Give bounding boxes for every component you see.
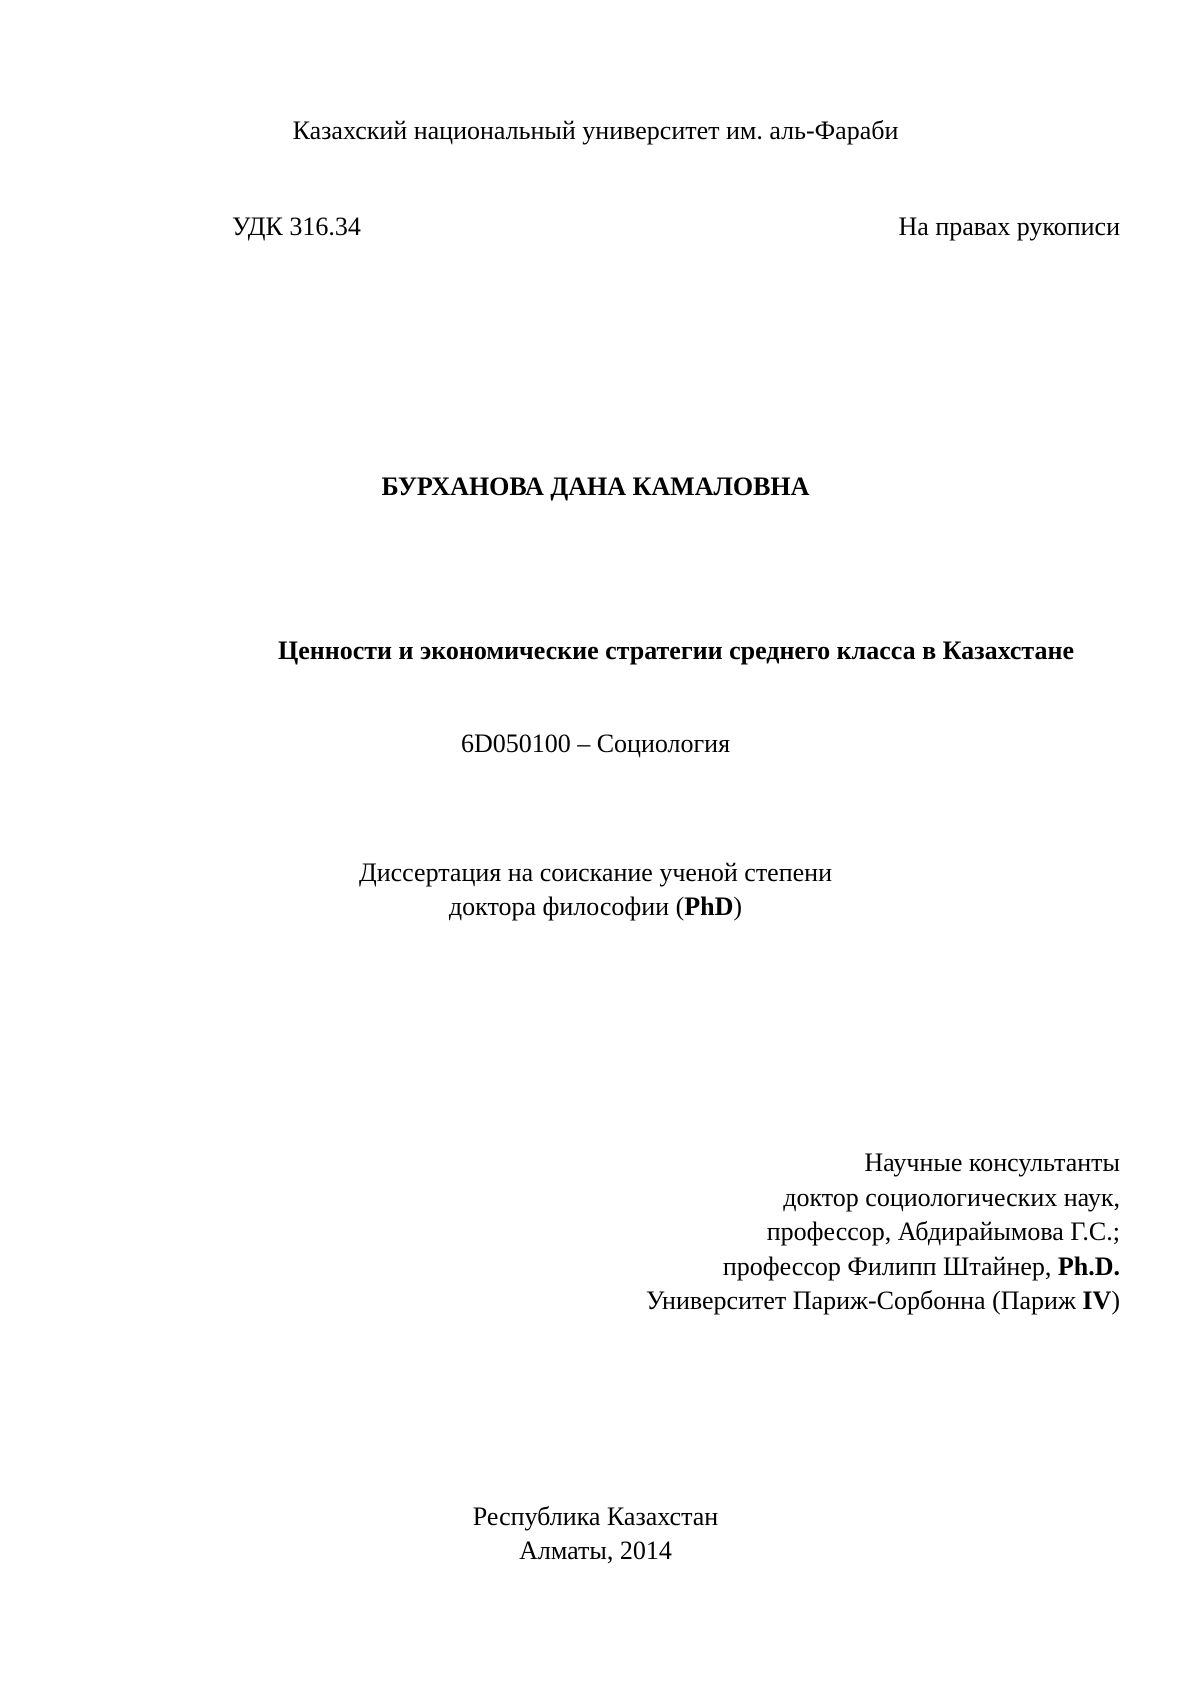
university-name: Казахский национальный университет им. аль-Фараби — [292, 116, 899, 145]
degree-statement — [0, 856, 1191, 924]
affiliation-numeral: IV — [1082, 1286, 1112, 1315]
degree-statement-line1: Диссертация на соискание ученой степени — [358, 858, 832, 887]
manuscript-rights-label: На правах рукописи — [898, 212, 1120, 241]
degree-abbreviation: PhD — [684, 892, 734, 921]
advisor-2-degree: Ph.D. — [1057, 1251, 1120, 1281]
affiliation-suffix: ) — [1111, 1286, 1120, 1315]
country-name: Республика Казахстан — [472, 1502, 719, 1531]
advisor-2-name: профессор Филипп Штайнер, — [722, 1251, 1058, 1281]
degree-prefix: доктора философии ( — [448, 892, 685, 921]
scientific-advisors — [646, 1146, 1120, 1319]
advisor-2-affiliation — [646, 1284, 1120, 1319]
udk-code: УДК 316.34 — [232, 212, 361, 241]
advisor-degree: доктор социологических наук, — [783, 1182, 1120, 1212]
advisors-heading: Научные консультанты — [864, 1148, 1120, 1177]
advisor-1: профессор, Абдирайымова Г.С.; — [766, 1217, 1120, 1246]
advisor-2 — [646, 1250, 1120, 1285]
degree-suffix: ) — [733, 892, 743, 921]
city-year: Алматы, 2014 — [519, 1536, 672, 1565]
degree-statement-line2 — [0, 890, 1191, 924]
affiliation-prefix: Университет Париж-Сорбонна (Париж — [645, 1286, 1083, 1315]
dissertation-title: Ценности и экономические стратегии среднего класса в Казахстане — [278, 636, 1074, 665]
place-and-year — [0, 1500, 1191, 1568]
author-name: БУРХАНОВА ДАНА КАМАЛОВНА — [381, 472, 810, 501]
specialty-code: 6D050100 – Социология — [460, 729, 731, 758]
